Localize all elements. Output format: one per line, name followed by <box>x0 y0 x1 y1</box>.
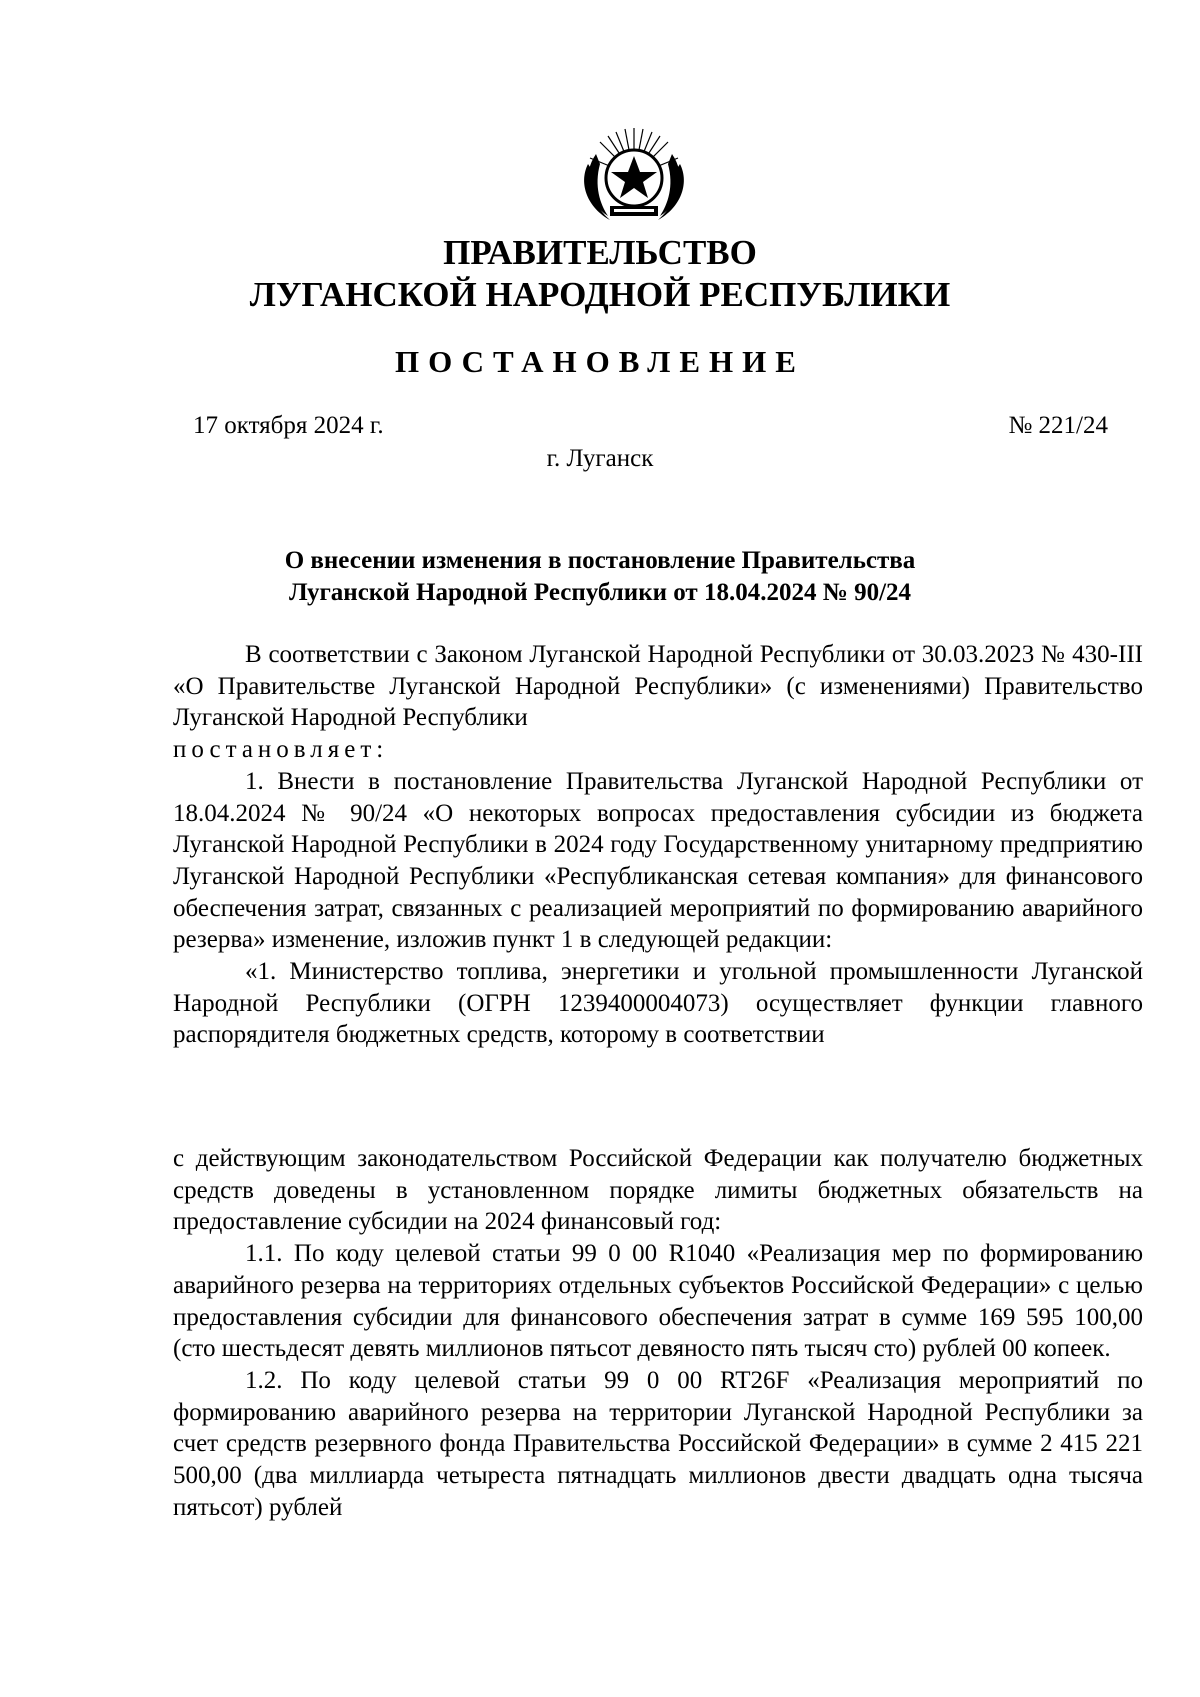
document-city: г. Луганск <box>546 445 654 472</box>
document-date: 17 октября 2024 г. <box>193 412 384 439</box>
coat-of-arms-icon <box>574 124 694 226</box>
document-subject <box>0 545 1200 609</box>
quote-1-paragraph: «1. Министерство топлива, энергетики и угольной промышленности Луганской Народной Республики (ОГРН 1239400004073) осуществляет функции главного распорядителя бюджетных средств, которому в соответствии <box>173 958 1143 1049</box>
document-type: ПОСТАНОВЛЕНИЕ <box>395 344 805 379</box>
document-body-continued <box>173 1143 1143 1523</box>
government-name <box>0 232 1200 316</box>
document-number: № 221/24 <box>1008 412 1108 439</box>
subject-line1: О внесении изменения в постановление Правительства <box>284 547 916 574</box>
subitem-1-1-paragraph: 1.1. По коду целевой статьи 99 0 00 R1040 «Реализация мер по формированию аварийного резерва на территориях отдельных субъектов Российской Федерации» с целью предоставления субсидии для финансового обеспечения затрат в сумме 169 595 100,00 (сто шестьдесят девять миллионов пятьсот девяносто пять тысяч сто) рублей 00 копеек. <box>173 1240 1143 1363</box>
item-1-paragraph: 1. Внести в постановление Правительства Луганской Народной Республики от 18.04.2024 № 90/24 «О некоторых вопросах предоставления субсидии из бюджета Луганской Народной Республики в 2024 году Государственному унитарному предприятию Луганской Народной Республики «Республиканская сетевая компания» для финансового обеспечения затрат, связанных с реализацией мероприятий по формированию аварийного резерва» изменение, изложив пункт 1 в следующей редакции: <box>173 767 1143 954</box>
quote-1-continuation: с действующим законодательством Российской Федерации как получателю бюджетных средств доведены в установленном порядке лимиты бюджетных обязательств на предоставление субсидии на 2024 финансовый год: <box>173 1145 1143 1236</box>
preamble-paragraph: В соответствии с Законом Луганской Народной Республики от 30.03.2023 № 430-III «О Правительстве Луганской Народной Республики» (с изменениями) Правительство Луганской Народной Республики <box>173 641 1143 732</box>
subitem-1-2-paragraph: 1.2. По коду целевой статьи 99 0 00 RT26F «Реализация мероприятий по формированию аварийного резерва на территории Луганской Народной Республики за счет средств резервного фонда Правительства Российской Федерации» в сумме 2 415 221 500,00 (два миллиарда четыреста пятнадцать миллионов двести двадцать одна тысяча пятьсот) рублей <box>173 1366 1143 1521</box>
government-name-line1: ПРАВИТЕЛЬСТВО <box>443 233 757 272</box>
document-body-page-top <box>173 639 1143 1051</box>
decrees-word: постановляет: <box>173 736 389 764</box>
subject-line2: Луганской Народной Республики от 18.04.2024 № 90/24 <box>288 579 912 606</box>
government-name-line2: ЛУГАНСКОЙ НАРОДНОЙ РЕСПУБЛИКИ <box>249 275 951 314</box>
